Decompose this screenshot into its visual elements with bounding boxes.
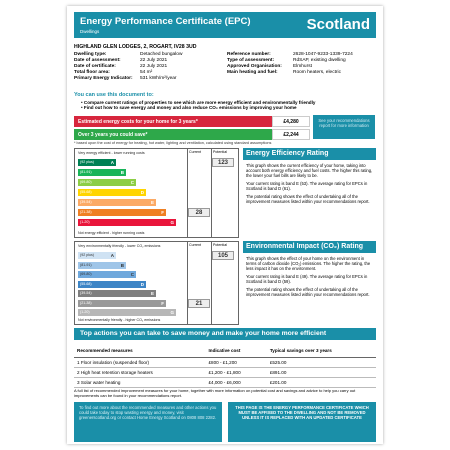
eer-band-b: (81-91) B xyxy=(80,170,124,175)
eir-band-b: (81-91) B xyxy=(80,262,124,268)
country-label: Scotland xyxy=(306,16,370,33)
eir-band-a: (92 plus) A xyxy=(80,253,114,258)
detail-label: Primary Energy Indicator: xyxy=(74,76,133,81)
detail-value: 2628-1047-9233-1339-7224 xyxy=(293,52,353,57)
table-row: 2 High heat retention storage heaters £1,200 - £1,800 £891.00 xyxy=(74,368,376,378)
col-measures: Recommended measures xyxy=(74,343,205,358)
detail-label: Date of certificate: xyxy=(74,64,116,69)
footer-affix-notice: THIS PAGE IS THE ENERGY PERFORMANCE CERTIFICATE WHICH MUST BE AFFIXED TO THE DWELLING AND NOT BE REMOVED UNLESS IT IS REPLACED WITH AN UPDATED CERTIFICATE xyxy=(228,402,376,442)
detail-label: Approved Organisation: xyxy=(227,64,282,69)
see-recommendations-box: See your recommendations report for more information xyxy=(313,115,375,139)
detail-value: 531 kWh/m²/year xyxy=(140,76,177,81)
eir-band-f: (21-38) F xyxy=(80,300,164,306)
eer-potential-rating: 123 xyxy=(212,158,234,167)
detail-label: Type of assessment: xyxy=(227,58,275,63)
detail-label: Total floor area: xyxy=(74,70,110,75)
intro-bullet-2: • Find out how to save energy and money and also reduce CO₂ emissions by improving your home xyxy=(81,105,297,110)
eir-panel-title: Environmental Impact (CO₂) Rating xyxy=(243,241,376,253)
detail-label: Reference number: xyxy=(227,52,271,57)
eer-band-f: (21-38) F xyxy=(80,210,164,215)
eir-band-c: (69-80) C xyxy=(80,272,134,277)
intro-heading: You can use this document to: xyxy=(74,92,154,98)
cost-footnote: * based upon the cost of energy for heating, hot water, lighting and ventilation, calculated using standard assumptions xyxy=(74,141,272,145)
eer-panel-text-3: The potential rating shows the effect of undertaking all of the improvement measures listed within your recommendations report. xyxy=(246,194,370,204)
eer-panel-text-2: Your current rating is band E (53). The average rating for EPCs in Scotland is band D (61). xyxy=(246,181,368,191)
detail-value: Room heaters, electric xyxy=(293,70,341,75)
eir-col-potential: Potential xyxy=(213,243,227,247)
detail-value: 22 July 2021 xyxy=(140,64,168,69)
environmental-impact-graph xyxy=(74,241,239,325)
eer-current-rating: 28 xyxy=(188,208,210,217)
eer-band-c: (69-80) C xyxy=(80,180,134,185)
eer-bottom-caption: Not energy efficient - higher running costs xyxy=(78,231,145,235)
top-actions-heading: Top actions you can take to save money and make your home more efficient xyxy=(74,328,376,340)
eir-band-g: (1-20) G xyxy=(80,310,174,315)
detail-value: Elmhurst xyxy=(293,64,312,69)
detail-value: RdSAP, existing dwelling xyxy=(293,58,346,63)
eir-top-caption: Very environmentally friendly - lower CO₂ emissions xyxy=(78,244,161,248)
recommendations-paragraph: A full list of recommended improvement measures for your home, together with more information on potential cost and savings and advice to help you carry out improvements can be found in your recommendations report. xyxy=(74,388,356,398)
header-bar xyxy=(74,12,376,38)
eer-top-caption: Very energy efficient - lower running costs xyxy=(78,151,145,155)
recommended-measures-table xyxy=(74,343,376,388)
cost-saving-row xyxy=(74,129,310,140)
detail-row xyxy=(227,70,377,76)
eer-panel-text-1: This graph shows the current efficiency of your home, taking into account both energy efficiency and fuel costs. The higher this rating, the lower your fuel bills are likely to be. xyxy=(246,163,373,178)
cost-estimate-value: £4,280 xyxy=(272,116,310,127)
eer-panel-title: Energy Efficiency Rating xyxy=(243,148,376,160)
eir-col-current: Current xyxy=(189,243,201,247)
cost-saving-value: £2,244 xyxy=(272,129,310,140)
eir-panel-text-3: The potential rating shows the effect of undertaking all of the improvement measures listed within your recommendations report. xyxy=(246,287,370,297)
eer-panel xyxy=(243,148,376,204)
table-row: 1 Floor insulation (suspended floor) £800 - £1,200 £525.00 xyxy=(74,358,376,368)
detail-value: Detached bungalow xyxy=(140,52,183,57)
col-savings: Typical savings over 3 years xyxy=(267,343,376,358)
detail-label: Dwelling type: xyxy=(74,52,107,57)
details-right xyxy=(227,52,377,76)
intro-bullet-1: • Compare current ratings of properties to see which are more energy efficient and environmentally friendly xyxy=(81,100,316,105)
eir-panel xyxy=(243,241,376,297)
certificate-subtitle: Dwellings xyxy=(80,29,100,34)
footer-advice-box: To find out more about the recommended measures and other actions you could take today to stop wasting energy and money, visit greenerscotland.org or contact Home Energy Scotland on 0808 808 2282. xyxy=(74,402,222,442)
eir-potential-rating: 105 xyxy=(212,251,234,260)
cost-estimate-label: Estimated energy costs for your home for 3 years* xyxy=(78,119,198,125)
detail-value: 54 m² xyxy=(140,70,153,75)
detail-row xyxy=(74,76,224,82)
eir-bottom-caption: Not environmentally friendly - higher CO₂ emissions xyxy=(78,318,161,322)
table-row: 3 Solar water heating £4,000 - £6,000 £201.00 xyxy=(74,378,376,388)
detail-value: 22 July 2021 xyxy=(140,58,168,63)
property-address: HIGHLAND GLEN LODGES, 2, ROGART, IV28 3UD xyxy=(74,44,197,50)
eer-band-e: (39-54) E xyxy=(80,200,154,205)
details-left xyxy=(74,52,224,82)
cost-saving-label: Over 3 years you could save* xyxy=(78,132,148,138)
eer-band-g: (1-20) G xyxy=(80,220,174,225)
eer-col-potential: Potential xyxy=(213,150,227,154)
eir-panel-text-1: This graph shows the effect of your home on the environment in terms of carbon dioxide (CO₂) emissions. The higher the rating, the less impact it has on the environment. xyxy=(246,256,371,271)
eir-band-e: (39-54) E xyxy=(80,291,154,296)
eir-band-d: (55-68) D xyxy=(80,281,144,287)
eer-band-a: (92 plus) A xyxy=(80,160,114,165)
eer-col-current: Current xyxy=(189,150,201,154)
epc-page xyxy=(67,6,383,444)
col-cost: Indicative cost xyxy=(205,343,266,358)
eir-panel-text-2: Your current rating is band E (49). The average rating for EPCs in Scotland is band D (59). xyxy=(246,274,368,284)
certificate-title: Energy Performance Certificate (EPC) xyxy=(80,16,251,27)
detail-label: Date of assessment: xyxy=(74,58,121,63)
eer-band-d: (55-68) D xyxy=(80,190,144,195)
eir-current-rating: 21 xyxy=(188,299,210,308)
detail-label: Main heating and fuel: xyxy=(227,70,278,75)
energy-efficiency-graph xyxy=(74,148,239,238)
cost-estimate-row xyxy=(74,116,310,127)
